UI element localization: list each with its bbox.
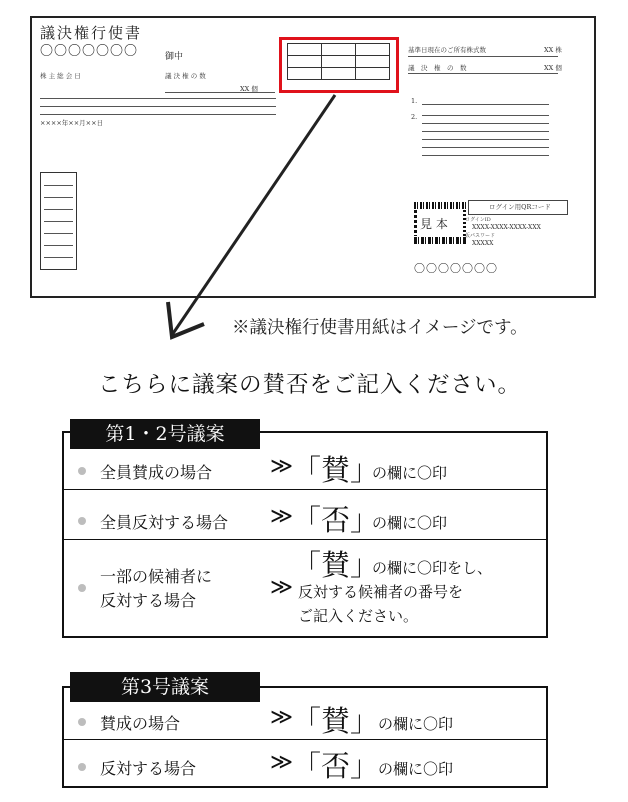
row-divider (64, 539, 546, 540)
page-headline: こちらに議案の賛否をご記入ください。 (98, 372, 522, 398)
ballot-title: 議決権行使書 (40, 24, 143, 42)
row-instruction: の欄に〇印 (372, 514, 448, 532)
proposals-1-2-panel (62, 423, 548, 638)
bullet-icon (78, 763, 86, 771)
ballot-candidate-table (40, 172, 77, 270)
row-divider (64, 739, 546, 740)
row-label-line-1: 一部の候補者に (100, 567, 213, 586)
chevron-icon: ≫ (270, 575, 294, 600)
bullet-icon (78, 517, 86, 525)
ballot-votes-value: XX 個 (240, 85, 258, 93)
qr-sample-label: 見 本 (420, 217, 448, 231)
bullet-icon (78, 467, 86, 475)
row-label: 反対する場合 (100, 759, 197, 778)
ballot-date-placeholder: ××××年××月××日 (40, 119, 104, 127)
chevron-icon: ≫ (270, 750, 294, 775)
ballot-votes-value-right: XX 個 (544, 64, 562, 72)
chevron-icon: ≫ (270, 454, 294, 479)
row-label: 全員反対する場合 (100, 513, 229, 532)
ballot-recipient: 御中 (165, 52, 184, 62)
temp-password-label: 仮パスワード (465, 233, 496, 239)
mark-approve: 「賛」 (292, 548, 380, 582)
login-id-value: XXXX-XXXX-XXXX-XXX (472, 224, 541, 231)
ballot-rule (408, 56, 558, 57)
panel-tab-3: 第3号議案 (70, 672, 260, 702)
row-label: 賛成の場合 (100, 714, 181, 733)
ballot-item-2: 2. (411, 113, 418, 121)
bullet-icon (78, 584, 86, 592)
row-instruction: の欄に〇印 (378, 760, 454, 778)
image-note: ※議決権行使書用紙はイメージです。 (232, 318, 528, 338)
mark-approve: 「賛」 (292, 453, 380, 487)
ballot-votes-label: 議 決 権 の 数 (165, 72, 206, 80)
ballot-votes-label-right: 議 決 権 の 数 (408, 64, 467, 72)
row-instruction-line-2: 反対する候補者の番号を (298, 583, 464, 601)
row-instruction: の欄に〇印をし、 (372, 559, 493, 577)
ballot-shares-label: 基準日現在のご所有株式数 (408, 46, 486, 54)
ballot-meeting-date-label: 株 主 総 会 日 (40, 72, 81, 80)
row-instruction: の欄に〇印 (378, 715, 454, 733)
login-qr-callout (468, 200, 568, 215)
row-divider (64, 489, 546, 490)
temp-password-value: XXXXX (472, 240, 494, 247)
row-label: 全員賛成の場合 (100, 463, 213, 482)
ballot-circles-bottom: 〇〇〇〇〇〇〇 (414, 262, 498, 275)
ballot-rule (408, 73, 558, 74)
proposal-3-panel (62, 676, 548, 788)
login-qr-label: ログイン用QRコード (489, 203, 551, 211)
panel-tab-1-2: 第1・2号議案 (70, 419, 260, 449)
row-instruction-line-3: ご記入ください。 (298, 607, 419, 625)
mark-oppose: 「否」 (292, 503, 380, 537)
chevron-icon: ≫ (270, 705, 294, 730)
ballot-shares-value: XX 株 (544, 46, 562, 54)
qr-code-sample (414, 202, 466, 244)
ballot-circles-left: 〇〇〇〇〇〇〇 (40, 44, 139, 59)
row-instruction: の欄に〇印 (372, 464, 448, 482)
mark-oppose: 「否」 (292, 749, 380, 783)
bullet-icon (78, 718, 86, 726)
row-label-line-2: 反対する場合 (100, 591, 197, 610)
pointer-arrow (160, 90, 360, 350)
vote-grid-highlight (279, 37, 399, 93)
ballot-item-1: 1. (411, 97, 418, 105)
mark-approve: 「賛」 (292, 704, 380, 738)
login-id-label: ログインID (465, 217, 491, 223)
chevron-icon: ≫ (270, 504, 294, 529)
